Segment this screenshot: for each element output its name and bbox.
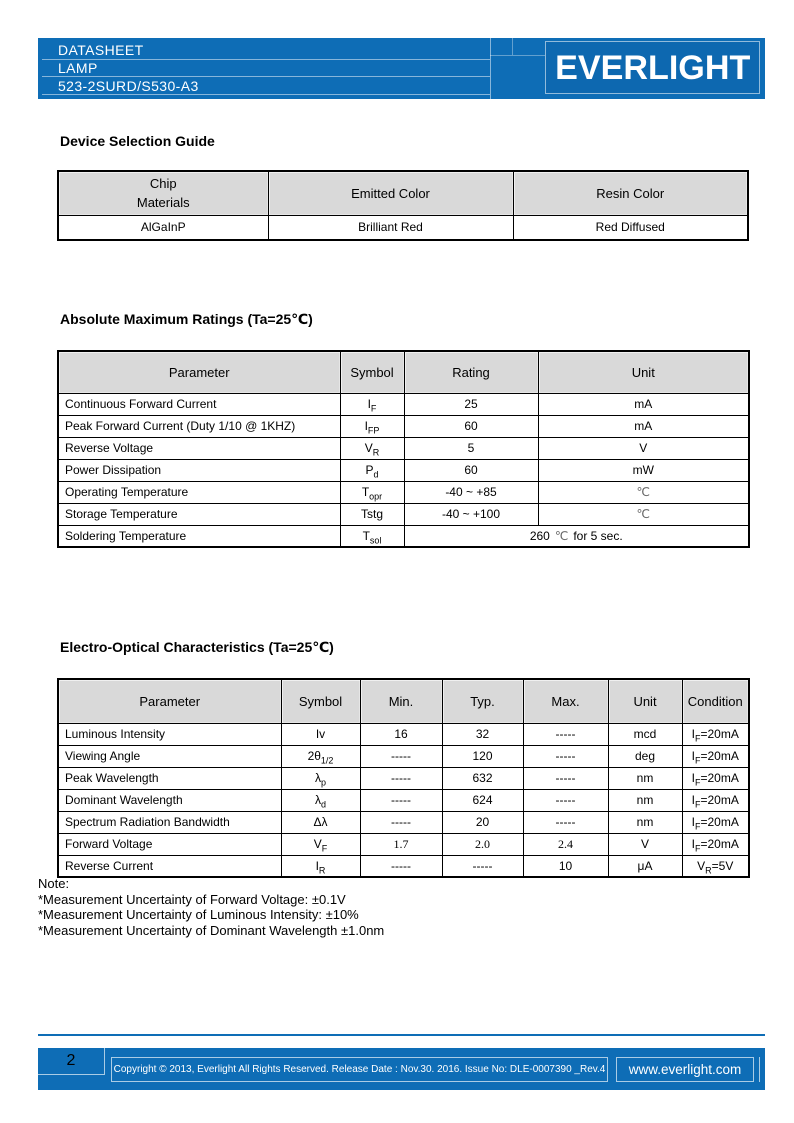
header-gridline — [490, 55, 545, 56]
symbol-cell — [340, 415, 404, 437]
symbol-base: V — [313, 837, 322, 851]
parameter-cell: Power Dissipation — [58, 459, 340, 481]
unit-cell: deg — [608, 745, 682, 767]
symbol-sub: F — [370, 403, 377, 414]
page-number: 2 — [38, 1048, 105, 1075]
header-category: LAMP — [58, 60, 98, 76]
condition-rest: =20mA — [700, 749, 739, 763]
parameter-cell: Peak Wavelength — [58, 767, 281, 789]
everlight-logo-text: EVERLIGHT — [554, 47, 751, 87]
footer-separator-line — [38, 1034, 765, 1036]
min-cell: ----- — [360, 811, 442, 833]
unit-cell: ℃ — [538, 503, 749, 525]
unit-cell: mA — [538, 415, 749, 437]
table-row — [58, 745, 749, 767]
symbol-sub: R — [372, 447, 380, 458]
condition-sub: F — [694, 755, 701, 766]
note-label: Note: — [38, 876, 70, 891]
symbol-cell — [340, 393, 404, 415]
condition-cell — [682, 767, 749, 789]
max-cell: ----- — [523, 723, 608, 745]
min-cell: 1.7 — [360, 833, 442, 855]
condition-sub: R — [705, 865, 712, 876]
table-row — [58, 215, 748, 240]
symbol-cell — [281, 767, 360, 789]
table-header-row — [58, 679, 749, 723]
condition-sub: F — [694, 777, 701, 788]
table-row — [58, 415, 749, 437]
table-header-row — [58, 351, 749, 393]
symbol-sub: F — [321, 843, 328, 854]
symbol-base: Iv — [315, 727, 326, 741]
resin-color-value: Red Diffused — [513, 215, 748, 240]
parameter-cell: Forward Voltage — [58, 833, 281, 855]
rating-cell: 5 — [404, 437, 538, 459]
condition-rest: =20mA — [700, 727, 739, 741]
everlight-logo — [545, 41, 760, 94]
table-row — [58, 789, 749, 811]
parameter-cell: Continuous Forward Current — [58, 393, 340, 415]
soldering-rating-value: 260 — [529, 528, 550, 543]
unit-cell: nm — [608, 767, 682, 789]
condition-base: I — [691, 793, 695, 807]
header-divider — [42, 59, 490, 60]
section-title-absolute-maximum: Absolute Maximum Ratings (Ta=25℃) — [60, 311, 313, 327]
condition-cell — [682, 723, 749, 745]
header-divider — [42, 76, 490, 77]
symbol-base: λ — [314, 771, 321, 785]
header-divider — [42, 94, 490, 95]
condition-cell — [682, 855, 749, 877]
unit-cell: ℃ — [538, 481, 749, 503]
section-title-device-selection: Device Selection Guide — [60, 133, 215, 149]
typ-cell: 632 — [442, 767, 523, 789]
typ-cell: ----- — [442, 855, 523, 877]
parameter-cell: Soldering Temperature — [58, 525, 340, 547]
unit-cell: mW — [538, 459, 749, 481]
condition-rest: =20mA — [700, 815, 739, 829]
symbol-cell — [340, 459, 404, 481]
table-row — [58, 481, 749, 503]
condition-cell — [682, 745, 749, 767]
section-title-electro-optical: Electro-Optical Characteristics (Ta=25℃) — [60, 639, 334, 655]
max-cell: 10 — [523, 855, 608, 877]
unit-cell: mA — [538, 393, 749, 415]
note-line: *Measurement Uncertainty of Luminous Intensity: ±10% — [38, 907, 359, 922]
absolute-maximum-table — [57, 350, 750, 548]
max-cell: ----- — [523, 811, 608, 833]
table-header-row — [58, 171, 748, 215]
footer-gridline — [759, 1057, 760, 1082]
condition-cell — [682, 833, 749, 855]
column-header-unit: Unit — [608, 679, 682, 723]
condition-sub: F — [694, 733, 701, 744]
parameter-cell: Reverse Current — [58, 855, 281, 877]
column-header-rating: Rating — [404, 351, 538, 393]
header-doc-type: DATASHEET — [58, 42, 144, 58]
parameter-cell: Dominant Wavelength — [58, 789, 281, 811]
parameter-cell: Peak Forward Current (Duty 1/10 @ 1KHZ) — [58, 415, 340, 437]
chip-label-line1: Chip — [149, 176, 177, 192]
rating-cell: 60 — [404, 459, 538, 481]
table-row — [58, 811, 749, 833]
typ-cell: 32 — [442, 723, 523, 745]
symbol-base: I — [315, 858, 319, 873]
parameter-cell: Storage Temperature — [58, 503, 340, 525]
header-gridline — [512, 38, 513, 55]
column-header-typ: Typ. — [442, 679, 523, 723]
condition-rest: =20mA — [700, 793, 739, 807]
symbol-sub: d — [320, 799, 326, 810]
column-header-emitted-color: Emitted Color — [268, 171, 513, 215]
column-header-max: Max. — [523, 679, 608, 723]
rating-cell: 25 — [404, 393, 538, 415]
symbol-cell — [281, 745, 360, 767]
symbol-base: I — [367, 397, 371, 411]
max-cell: ----- — [523, 767, 608, 789]
website-link[interactable]: www.everlight.com — [616, 1057, 754, 1082]
parameter-cell: Operating Temperature — [58, 481, 340, 503]
max-cell: ----- — [523, 745, 608, 767]
unit-cell: nm — [608, 789, 682, 811]
column-header-parameter: Parameter — [58, 351, 340, 393]
column-header-symbol: Symbol — [340, 351, 404, 393]
symbol-cell — [281, 723, 360, 745]
condition-sub: F — [694, 799, 701, 810]
max-cell: ----- — [523, 789, 608, 811]
rating-unit-merged-cell — [404, 525, 749, 547]
min-cell: ----- — [360, 745, 442, 767]
electro-optical-table — [57, 678, 750, 878]
column-header-condition: Condition — [682, 679, 749, 723]
symbol-base: V — [364, 441, 373, 455]
chip-materials-value: AlGaInP — [58, 215, 268, 240]
parameter-cell: Viewing Angle — [58, 745, 281, 767]
column-header-symbol: Symbol — [281, 679, 360, 723]
parameter-cell: Spectrum Radiation Bandwidth — [58, 811, 281, 833]
celsius-glyph: ℃ — [554, 528, 569, 543]
symbol-cell — [281, 811, 360, 833]
typ-cell: 624 — [442, 789, 523, 811]
symbol-sub: d — [373, 469, 379, 480]
typ-cell: 120 — [442, 745, 523, 767]
min-cell: ----- — [360, 767, 442, 789]
condition-sub: F — [694, 821, 701, 832]
min-cell: 16 — [360, 723, 442, 745]
rating-cell: 60 — [404, 415, 538, 437]
column-header-min: Min. — [360, 679, 442, 723]
column-header-chip-materials — [58, 171, 268, 215]
note-line: *Measurement Uncertainty of Dominant Wavelength ±1.0nm — [38, 922, 385, 938]
condition-cell — [682, 789, 749, 811]
condition-rest: =20mA — [700, 837, 739, 851]
symbol-base: Tstg — [360, 507, 383, 521]
chip-label-line2: Materials — [136, 195, 190, 211]
condition-base: I — [691, 771, 695, 785]
table-row — [58, 855, 749, 877]
symbol-base: T — [362, 528, 370, 543]
table-row — [58, 459, 749, 481]
symbol-base: I — [364, 419, 368, 433]
min-cell: ----- — [360, 855, 442, 877]
symbol-base: P — [365, 463, 374, 477]
parameter-cell: Luminous Intensity — [58, 723, 281, 745]
table-row — [58, 833, 749, 855]
symbol-sub: sol — [369, 535, 382, 546]
typ-cell: 20 — [442, 811, 523, 833]
unit-cell: μA — [608, 855, 682, 877]
condition-rest: =5V — [711, 858, 734, 873]
symbol-cell — [340, 437, 404, 459]
column-header-resin-color: Resin Color — [513, 171, 748, 215]
symbol-cell — [340, 503, 404, 525]
max-cell: 2.4 — [523, 833, 608, 855]
device-selection-table — [57, 170, 749, 241]
table-row — [58, 393, 749, 415]
symbol-base: T — [361, 485, 370, 499]
unit-cell: V — [538, 437, 749, 459]
condition-base: I — [691, 749, 695, 763]
symbol-cell — [281, 855, 360, 877]
symbol-sub: 1/2 — [320, 755, 334, 766]
symbol-cell — [281, 833, 360, 855]
footer-banner — [38, 1048, 765, 1090]
header-part-number: 523-2SURD/S530-A3 — [58, 78, 199, 94]
column-header-parameter: Parameter — [58, 679, 281, 723]
table-row — [58, 723, 749, 745]
symbol-cell — [340, 481, 404, 503]
condition-base: I — [691, 727, 695, 741]
symbol-cell — [281, 789, 360, 811]
condition-base: V — [697, 858, 706, 873]
symbol-base: 2θ — [307, 749, 321, 763]
min-cell: ----- — [360, 789, 442, 811]
symbol-base: λ — [314, 793, 321, 807]
table-row — [58, 525, 749, 547]
condition-base: I — [691, 815, 695, 829]
note-line: *Measurement Uncertainty of Forward Voltage: ±0.1V — [38, 891, 346, 907]
table-row — [58, 503, 749, 525]
rating-cell: -40 ~ +100 — [404, 503, 538, 525]
header-banner — [38, 38, 765, 99]
symbol-base: Δλ — [313, 815, 328, 829]
condition-base: I — [691, 837, 695, 851]
condition-sub: F — [694, 843, 701, 854]
emitted-color-value: Brilliant Red — [268, 215, 513, 240]
typ-cell: 2.0 — [442, 833, 523, 855]
header-vertical-divider — [490, 38, 491, 99]
notes-block — [38, 876, 384, 938]
symbol-sub: p — [320, 777, 326, 788]
unit-cell: mcd — [608, 723, 682, 745]
unit-cell: nm — [608, 811, 682, 833]
column-header-unit: Unit — [538, 351, 749, 393]
symbol-cell — [340, 525, 404, 547]
soldering-rating-duration: for 5 sec. — [573, 528, 623, 543]
parameter-cell: Reverse Voltage — [58, 437, 340, 459]
copyright-text: Copyright © 2013, Everlight All Rights Reserved. Release Date : Nov.30. 2016. Issue No: DLE-0007390 _Rev.4 — [111, 1057, 608, 1082]
condition-rest: =20mA — [700, 771, 739, 785]
table-row — [58, 767, 749, 789]
condition-cell — [682, 811, 749, 833]
table-row — [58, 437, 749, 459]
rating-cell: -40 ~ +85 — [404, 481, 538, 503]
symbol-sub: R — [318, 865, 326, 876]
unit-cell: V — [608, 833, 682, 855]
symbol-sub: opr — [369, 491, 383, 502]
symbol-sub: FP — [367, 425, 380, 436]
